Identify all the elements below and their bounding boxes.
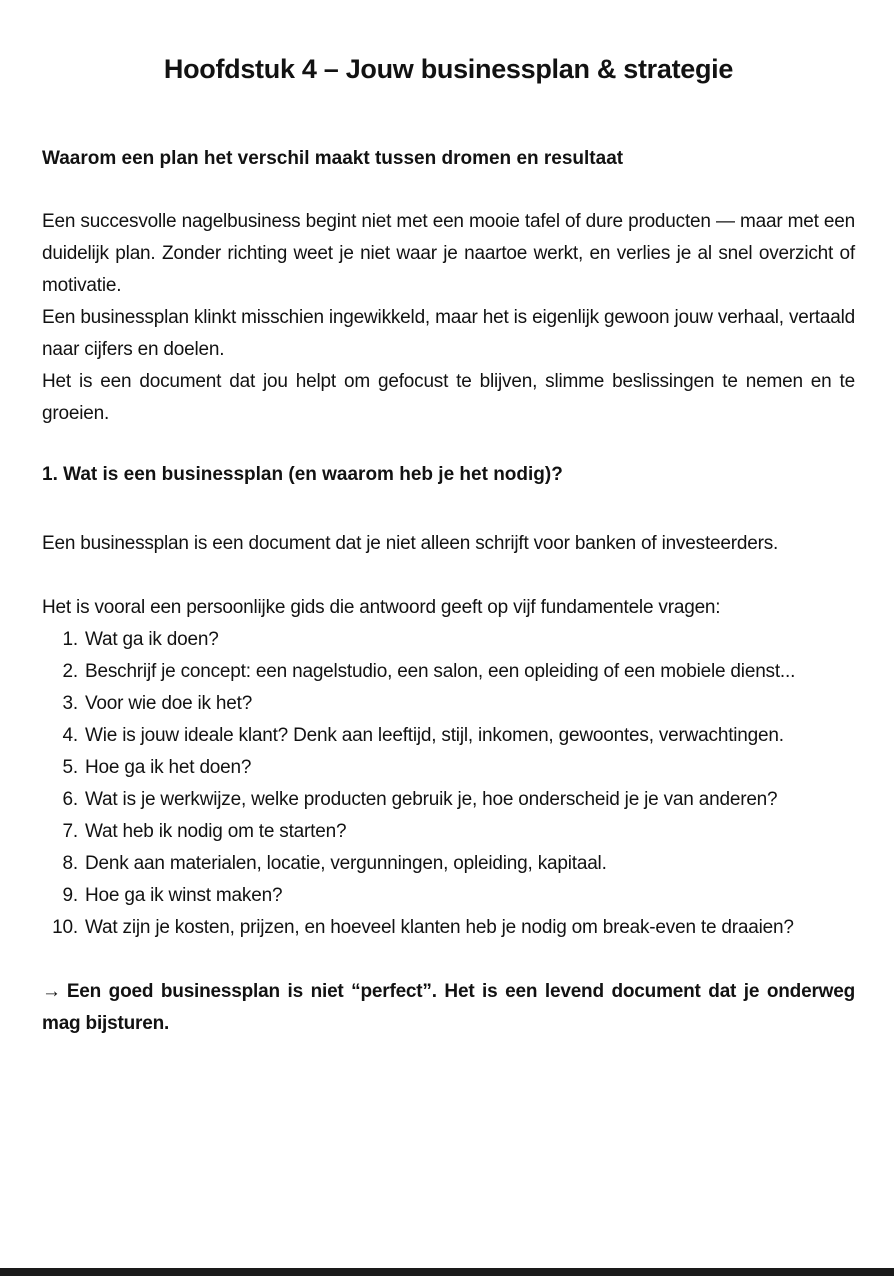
list-item-text: Wie is jouw ideale klant? Denk aan leeftijd, stijl, inkomen, gewoontes, verwachtingen. — [85, 725, 784, 746]
chapter-title: Hoofdstuk 4 – Jouw businessplan & strategie — [163, 54, 734, 84]
intro-paragraph-3: Het is een document dat jou helpt om gefocust te blijven, slimme beslissingen te nemen en te groeien. — [42, 371, 855, 424]
list-item-text: Wat heb ik nodig om te starten? — [85, 821, 347, 842]
list-item — [42, 688, 855, 720]
list-item — [42, 624, 855, 656]
list-item-number: 1. — [62, 629, 78, 650]
list-item — [42, 784, 855, 816]
list-item — [42, 656, 855, 688]
arrow-icon: → — [42, 981, 61, 1002]
bottom-bar — [0, 1268, 894, 1276]
subsection-heading: 1. Wat is een businessplan (en waarom heb je het nodig)? — [42, 464, 563, 485]
list-item-text: Wat zijn je kosten, prijzen, en hoeveel klanten heb je nodig om break-even te draaien? — [85, 917, 794, 938]
list-item-number: 6. — [62, 789, 78, 810]
list-item-text: Hoe ga ik het doen? — [85, 757, 252, 778]
list-item-text: Voor wie doe ik het? — [85, 693, 253, 714]
section-heading: Waarom een plan het verschil maakt tussen dromen en resultaat — [42, 148, 624, 169]
list-item-number: 8. — [62, 853, 78, 874]
list-item-text: Wat is je werkwijze, welke producten gebruik je, hoe onderscheid je je van anderen? — [85, 789, 778, 810]
intro-paragraph-2: Een businessplan klinkt misschien ingewikkeld, maar het is eigenlijk gewoon jouw verhaal, vertaald naar cijfers en doelen. — [42, 307, 855, 360]
list-item-number: 5. — [62, 757, 78, 778]
intro-paragraph-1: Een succesvolle nagelbusiness begint niet met een mooie tafel of dure producten — maar met een duidelijk plan. Zonder richting weet je niet waar je naartoe werkt, en verlies je al snel overzicht of motivatie. — [42, 211, 855, 296]
list-item-text: Wat ga ik doen? — [85, 629, 219, 650]
list-item — [42, 816, 855, 848]
list-item — [42, 880, 855, 912]
list-item-text: Hoe ga ik winst maken? — [85, 885, 283, 906]
list-item-text: Beschrijf je concept: een nagelstudio, een salon, een opleiding of een mobiele dienst... — [85, 661, 796, 682]
list-item-text: Denk aan materialen, locatie, vergunningen, opleiding, kapitaal. — [85, 853, 607, 874]
list-item-number: 7. — [62, 821, 78, 842]
list-item — [42, 752, 855, 784]
body-paragraph-2: Het is vooral een persoonlijke gids die antwoord geeft op vijf fundamentele vragen: — [42, 597, 721, 618]
list-item — [42, 720, 855, 752]
list-item — [42, 848, 855, 880]
list-item-number: 3. — [62, 693, 78, 714]
numbered-list — [42, 624, 855, 944]
list-item-number: 9. — [62, 885, 78, 906]
list-item-number: 2. — [62, 661, 78, 682]
takeaway-note — [42, 976, 855, 1040]
body-paragraph-1: Een businessplan is een document dat je niet alleen schrijft voor banken of investeerders. — [42, 533, 779, 554]
list-item-number: 4. — [62, 725, 78, 746]
list-item-number: 10. — [52, 917, 78, 938]
takeaway-text: Een goed businessplan is niet “perfect”. Het is een levend document dat je onderweg mag bijsturen. — [42, 981, 855, 1034]
list-item — [42, 912, 855, 944]
